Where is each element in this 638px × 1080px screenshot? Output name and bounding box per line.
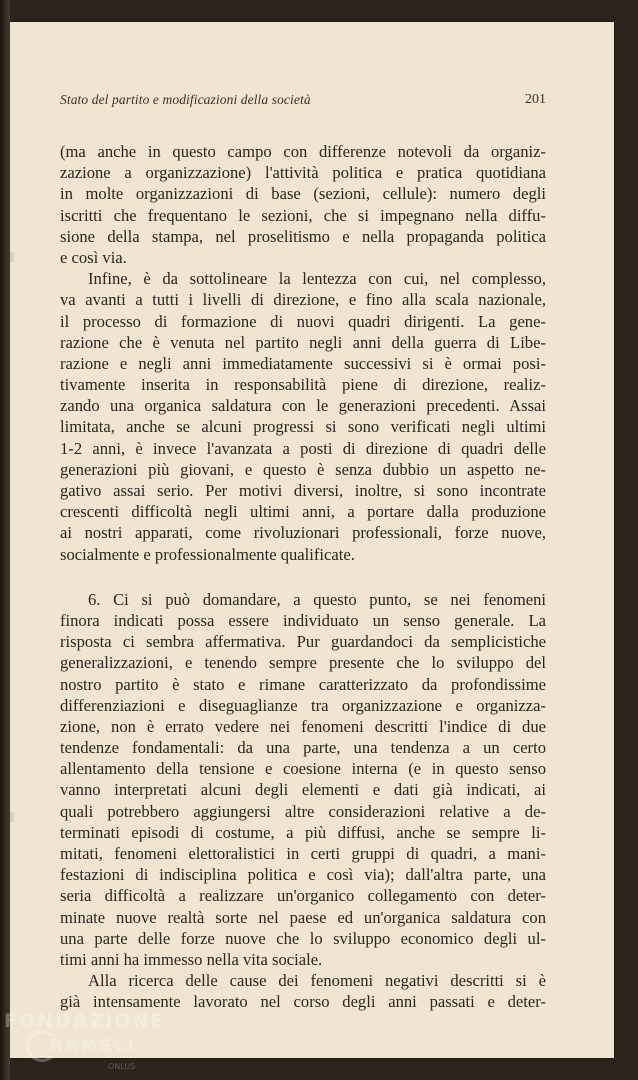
paragraph	[60, 141, 546, 268]
text-line: festazioni di indisciplina politica e così via); dall'altra parte, una	[60, 865, 546, 885]
text-line: già intensamente lavorato nel corso degli anni passati e deter-	[60, 992, 546, 1012]
paragraph	[60, 970, 546, 1012]
text-line: 1-2 anni, è invece l'avanzata a posti di direzione di quadri delle	[60, 438, 546, 458]
text-line: risposta ci sembra affermativa. Pur guardandoci da semplicistiche	[60, 632, 546, 652]
text-line: una parte delle forze nuove che lo sviluppo economico degli ul-	[60, 928, 546, 948]
margin-mark	[10, 812, 14, 822]
text-line: va avanti a tutti i livelli di direzione, e fino alla scala nazionale,	[60, 290, 546, 310]
text-line: vanno interpretati alcuni degli elementi e dati già indicati, ai	[60, 780, 546, 800]
text-line: gativo assai serio. Per motivi diversi, inoltre, si sono incontrate	[60, 481, 546, 500]
page-number: 201	[525, 92, 546, 107]
watermark-fondazione: FONDAZIONE	[4, 1010, 166, 1032]
text-line: il processo di formazione di nuovi quadri dirigenti. La gene-	[60, 311, 546, 331]
text-line: zazione a organizzazione) l'attività politica e pratica quotidiana	[60, 163, 546, 183]
text-line: limitata, anche se alcuni progressi si sono verificati negli ultimi	[60, 417, 546, 437]
text-line: sione della stampa, nel proselitismo e nella propaganda politica	[60, 226, 546, 246]
text-line: 6. Ci si può domandare, a questo punto, se nei fenomeni	[88, 589, 546, 609]
text-line: generazioni più giovani, e questo è senza dubbio un aspetto ne-	[60, 459, 546, 479]
text-line: finora indicati possa essere individuato un senso generale. La	[60, 610, 546, 630]
body-text	[60, 141, 546, 1013]
text-line: razione e negli anni immediatamente successivi si è ormai posi-	[60, 353, 546, 373]
page-header	[60, 92, 546, 112]
text-line: quali potrebbero aggiungersi altre considerazioni relative a de-	[60, 801, 546, 821]
text-line: zione, non è errato vedere nei fenomeni descritti l'indice di due	[60, 716, 546, 736]
book-spine-edge	[0, 0, 10, 1080]
text-line: e così via.	[60, 247, 127, 267]
text-line: seria difficoltà a realizzare un'organico collegamento con deter-	[60, 886, 546, 906]
text-line: allentamento della tensione e coesione interna (e in questo senso	[60, 759, 546, 779]
text-line: razione che è venuta nel partito negli anni della guerra di Libe-	[60, 332, 546, 352]
text-line: Infine, è da sottolineare la lentezza con cui, nel complesso,	[88, 269, 546, 289]
text-line: ai nostri apparati, come rivoluzionari professionali, forze nuove,	[60, 523, 546, 543]
text-line: tivamente inserita in responsabilità piene di direzione, realiz-	[60, 375, 546, 395]
text-line: timi anni ha immesso nella vita sociale.	[60, 949, 323, 969]
text-line: mitati, fenomeni elettoralistici in certi gruppi di quadri, a mani-	[60, 844, 546, 863]
text-line: socialmente e professionalmente qualificate.	[60, 544, 355, 564]
text-line: iscritti che frequentano le sezioni, che si impegnano nella diffu-	[60, 205, 546, 225]
text-line: Alla ricerca delle cause dei fenomeni negativi descritti si è	[88, 971, 546, 991]
watermark-gramsci: RAMSCI	[50, 1036, 137, 1056]
running-head: Stato del partito e modificazioni della società	[60, 92, 311, 107]
text-line: zando una organica saldatura con le generazioni precedenti. Assai	[60, 396, 546, 416]
text-line: in molte organizzazioni di base (sezioni, cellule): numero degli	[60, 184, 546, 204]
paragraph	[60, 268, 546, 565]
text-line: terminati episodi di costume, a più diffusi, anche se sempre li-	[60, 822, 546, 842]
text-line: nostro partito è stato e rimane caratterizzato da profondissime	[60, 674, 546, 694]
text-line: differenziazioni e diseguaglianze tra organizzazione e organizza-	[60, 695, 546, 715]
watermark-onlus: ONLUS	[108, 1062, 136, 1071]
text-line: generalizzazioni, e tenendo sempre presente che lo sviluppo del	[60, 653, 546, 673]
text-line: minate nuove realtà sorte nel paese ed un'organica saldatura con	[60, 907, 546, 927]
text-line: tendenze fondamentali: da una parte, una tendenza a un certo	[60, 738, 546, 758]
section-gap	[60, 565, 546, 589]
margin-mark	[10, 252, 14, 262]
text-line: (ma anche in questo campo con differenze notevoli da organiz-	[60, 142, 546, 161]
paragraph	[60, 589, 546, 970]
text-line: crescenti difficoltà negli ultimi anni, a portare dalla produzione	[60, 502, 546, 522]
